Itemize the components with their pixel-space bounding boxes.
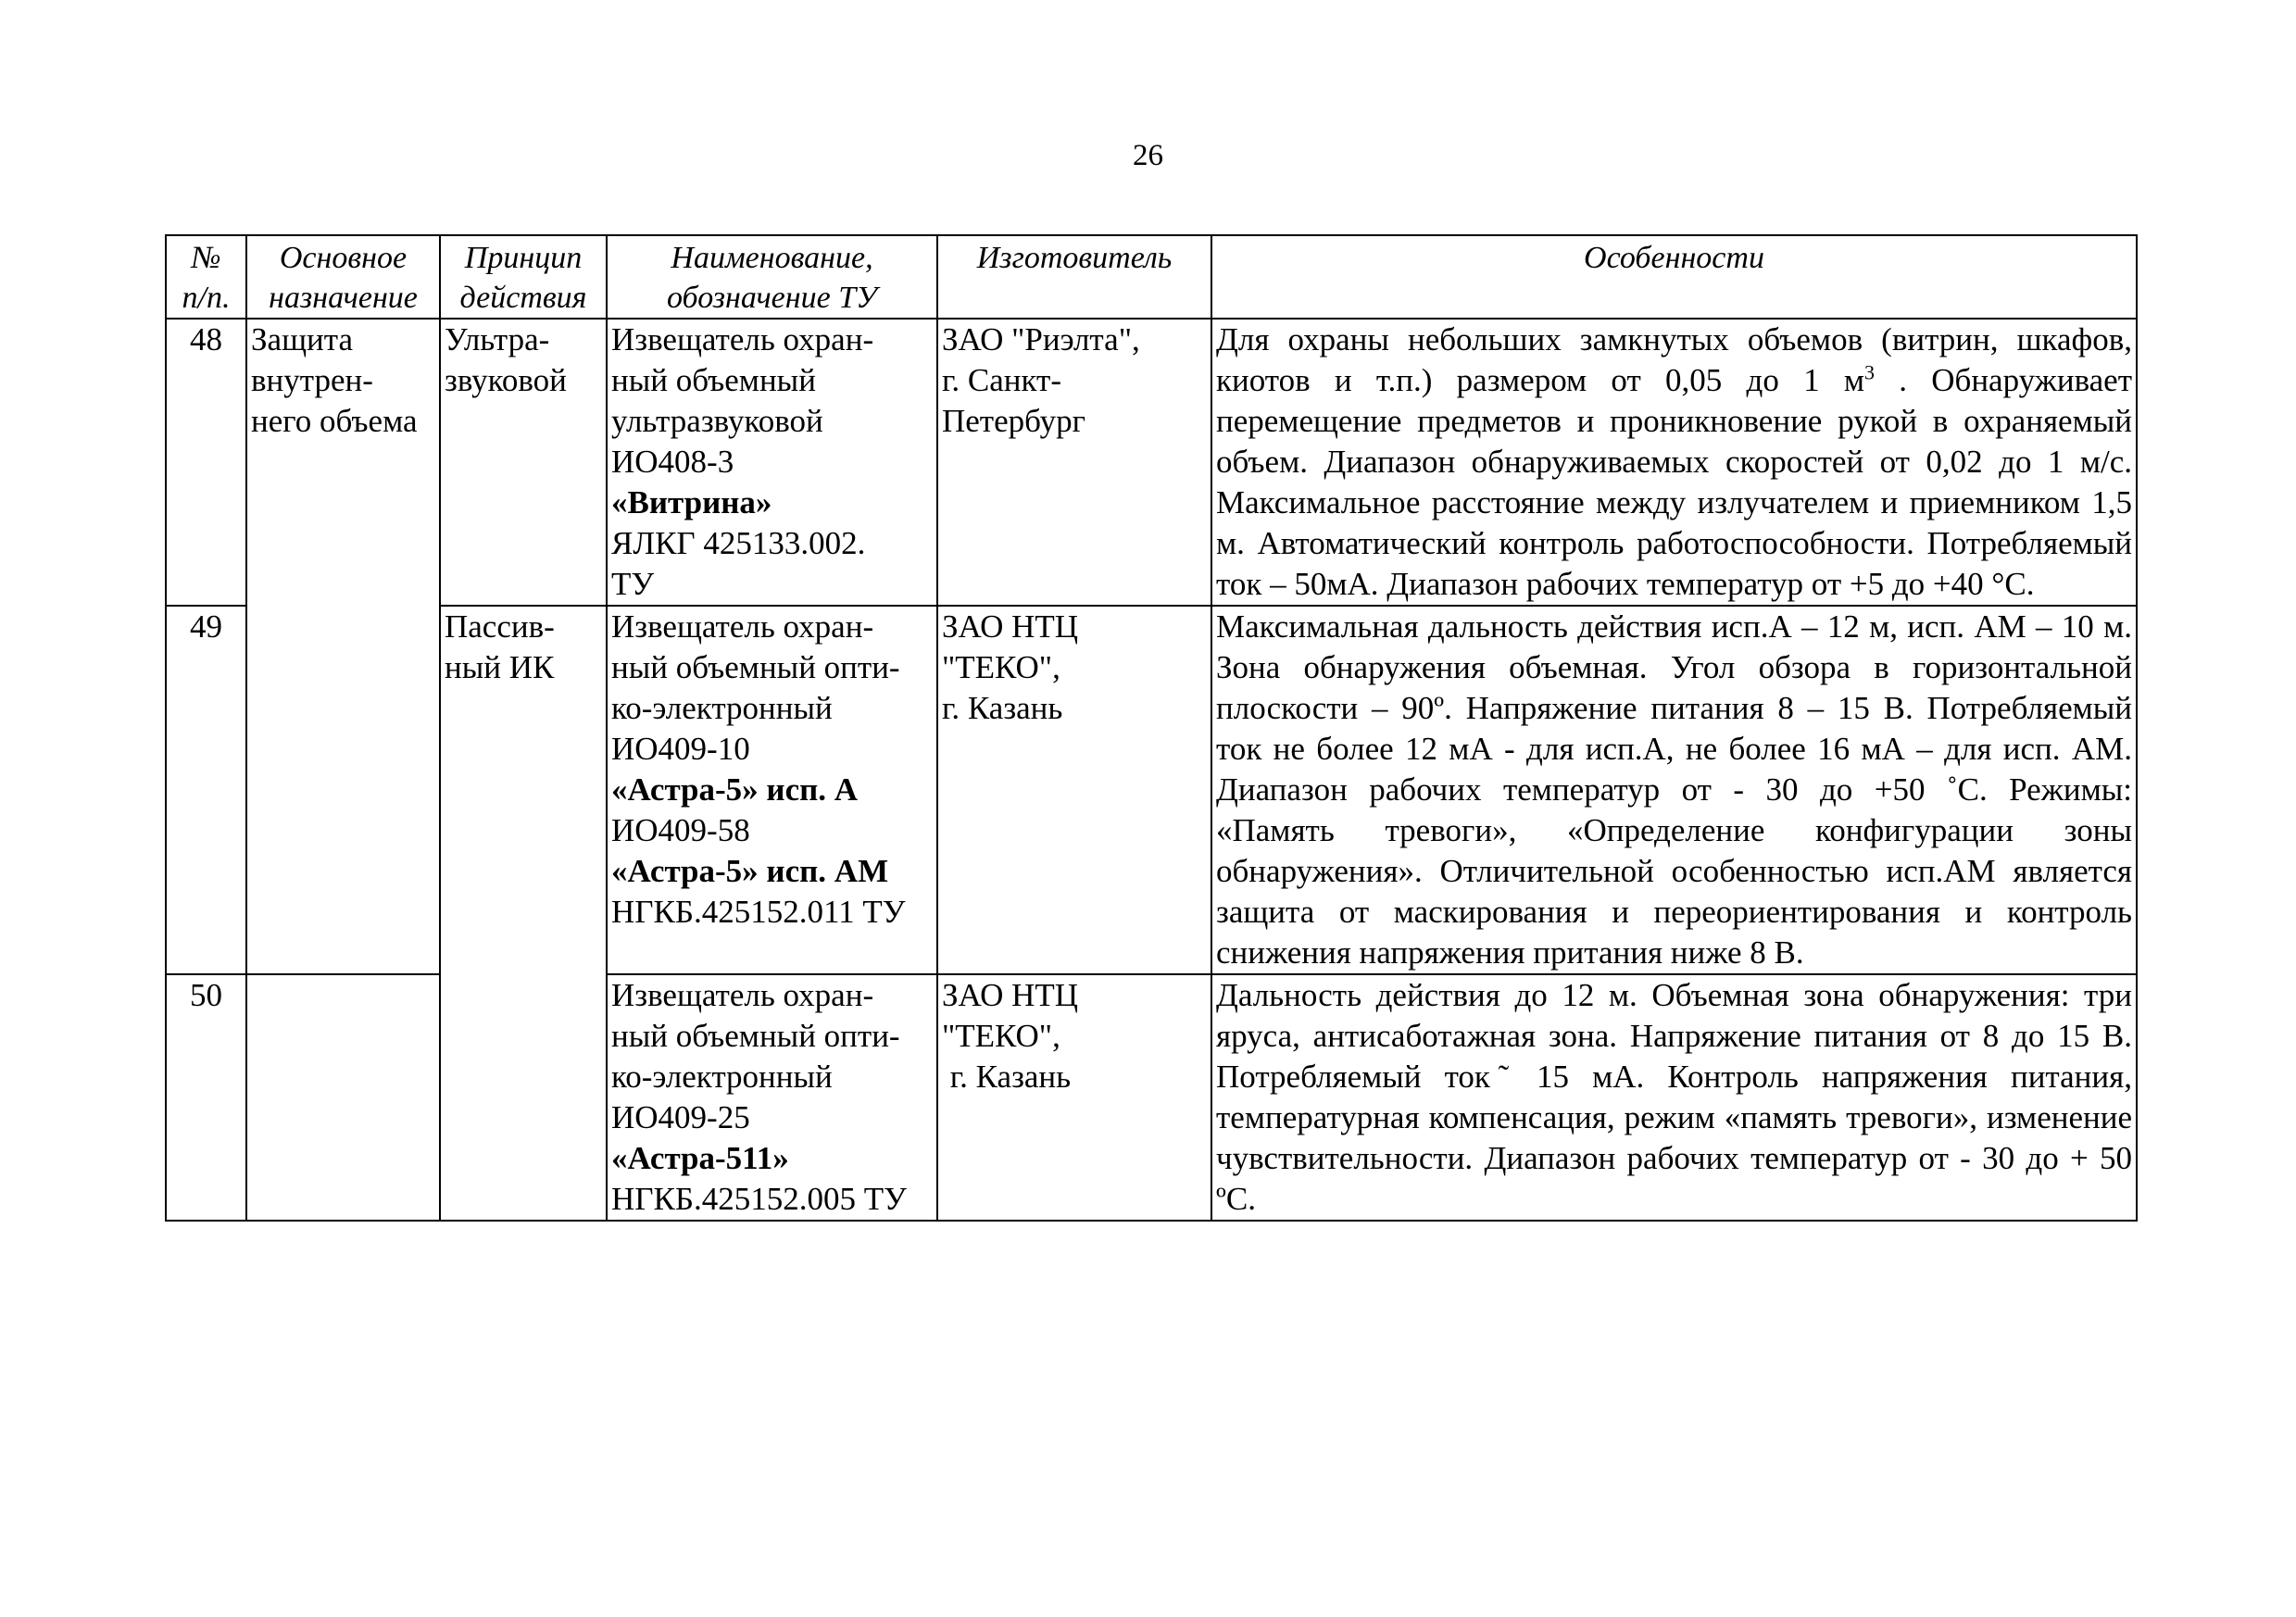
- row-50-principle: [440, 974, 607, 1221]
- row-50-features: Дальность действия до 12 м. Объемная зона обнаружения: три яруса, антисаботажная зона. Напряжение питания от 8 до 15 В. Потребляемый ток ̃ 15 мА. Контроль напряжения питания, температурная компенсация, режим «память тревоги», изменение чувствительности. Диапазон рабочих температур от - 30 до + 50 ºС.: [1211, 974, 2137, 1221]
- row-50-name: Извещатель охран- ный объемный опти- ко-электронный ИО409-25 «Астра-511» НГКБ.425152.005 ТУ: [607, 974, 937, 1221]
- header-name: Наименование, обозначение ТУ: [607, 235, 937, 319]
- table-row: [166, 319, 2137, 606]
- row-48-features: Для охраны небольших замкнутых объемов (витрин, шкафов, киотов и т.п.) размером от 0,05 до 1 $м^3$ . Обнаруживает перемещение предметов и проникновение рукой в охраняемый объем. Диапазон обнаруживаемых скоростей от 0,02 до 1 м/с. Максимальное расстояние между излучателем и приемником 1,5 м. Автоматический контроль работоспособности. Потребляемый ток – 50мА. Диапазон рабочих температур от +5 до +40 °С.: [1211, 319, 2137, 606]
- row-49-purpose: [246, 606, 440, 974]
- row-48-num: 48: [166, 319, 246, 606]
- row-49-manufacturer: ЗАО НТЦ "ТЕКО", г. Казань: [937, 606, 1211, 974]
- table-row: [166, 606, 2137, 974]
- header-features: Особенности: [1211, 235, 2137, 319]
- row-49-num: 49: [166, 606, 246, 974]
- row-48-principle: Ультра- звуковой: [440, 319, 607, 606]
- row-49-principle: Пассив- ный ИК: [440, 606, 607, 974]
- table-row: [166, 974, 2137, 1221]
- table-header-row: [166, 235, 2137, 319]
- header-purpose: Основное назначение: [246, 235, 440, 319]
- page-number: 26: [1133, 139, 1163, 172]
- row-48-purpose: Защита внутрен- него объема: [246, 319, 440, 606]
- row-50-num: 50: [166, 974, 246, 1221]
- header-num: № п/п.: [166, 235, 246, 319]
- row-50-purpose: [246, 974, 440, 1221]
- row-48-name: Извещатель охран- ный объемный ультразвуковой ИО408-3 «Витрина» ЯЛКГ 425133.002. ТУ: [607, 319, 937, 606]
- header-manufacturer: Изготовитель: [937, 235, 1211, 319]
- header-principle: Принцип действия: [440, 235, 607, 319]
- row-50-manufacturer: ЗАО НТЦ "ТЕКО", г. Казань: [937, 974, 1211, 1221]
- devices-table: [165, 234, 2138, 1222]
- row-49-features: Максимальная дальность действия исп.А – 12 м, исп. АМ – 10 м. Зона обнаружения объемная. Угол обзора в горизонтальной плоскости – 90º. Напряжение питания 8 – 15 В. Потребляемый ток не более 12 мА - для исп.А, не более 16 мА – для исп. АМ. Диапазон рабочих температур от - 30 до +50 ˚С. Режимы: «Память тревоги», «Определение конфигурации зоны обнаружения». Отличительной особенностью исп.АМ является защита от маскирования и переориентирования и контроль снижения напряжения притания ниже 8 В.: [1211, 606, 2137, 974]
- row-48-manufacturer: ЗАО "Риэлта", г. Санкт- Петербург: [937, 319, 1211, 606]
- row-49-name: Извещатель охран- ный объемный опти- ко-электронный ИО409-10 «Астра-5» исп. А ИО409-58 «Астра-5» исп. АМ НГКБ.425152.011 ТУ: [607, 606, 937, 974]
